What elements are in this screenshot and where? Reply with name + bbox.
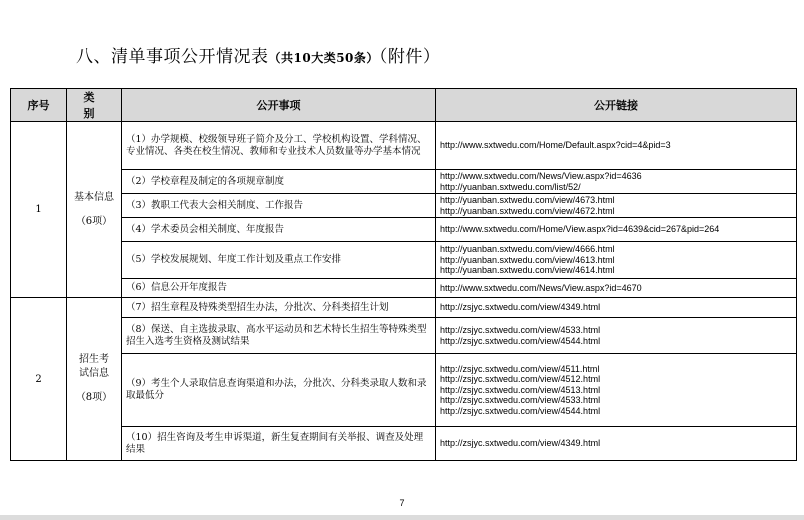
link-url[interactable]: http://www.sxtwedu.com/News/View.aspx?id=4670 — [440, 282, 642, 293]
item-text: （6）信息公开年度报告 — [122, 279, 436, 298]
table-row — [11, 122, 797, 170]
item-text: （9）考生个人录取信息查询渠道和办法，分批次、分科类录取人数和录取最低分 — [122, 354, 436, 427]
item-links — [436, 218, 797, 242]
group-number: 2 — [11, 298, 67, 461]
item-text: （5）学校发展规划、年度工作计划及重点工作安排 — [122, 242, 436, 279]
link-url[interactable]: http://zsjyc.sxtwedu.com/view/4533.html — [440, 395, 601, 406]
item-links — [436, 242, 797, 279]
page-bottom-bar — [0, 515, 804, 520]
link-url[interactable]: http://yuanban.sxtwedu.com/view/4614.html — [440, 265, 615, 276]
item-text: （4）学术委员会相关制度、年度报告 — [122, 218, 436, 242]
group-category — [67, 298, 122, 461]
title-note: （共10大类50条） — [268, 51, 379, 65]
item-links — [436, 318, 797, 354]
link-url[interactable]: http://zsjyc.sxtwedu.com/view/4349.html — [440, 438, 601, 449]
item-links — [436, 354, 797, 427]
category-name: 基本信息 — [74, 191, 114, 203]
link-url[interactable]: http://yuanban.sxtwedu.com/list/52/ — [440, 181, 581, 192]
category-count: （6项） — [75, 215, 113, 227]
item-text: （8）保送、自主选拔录取、高水平运动员和艺术特长生招生等特殊类型招生入选考生资格及测试结果 — [122, 318, 436, 354]
link-url[interactable]: http://www.sxtwedu.com/News/View.aspx?id=4636 — [440, 171, 642, 181]
link-url[interactable]: http://www.sxtwedu.com/Home/Default.aspx?cid=4&pid=3 — [440, 140, 671, 151]
item-links — [436, 279, 797, 298]
table-row — [11, 427, 797, 461]
header-row — [11, 89, 797, 122]
table-row — [11, 279, 797, 298]
link-url[interactable]: http://zsjyc.sxtwedu.com/view/4349.html — [440, 302, 601, 313]
title-suffix: （附件） — [378, 47, 441, 67]
header-item: 公开事项 — [122, 89, 436, 122]
page-number: 7 — [399, 498, 405, 508]
group-category — [67, 122, 122, 298]
title-main: 八、清单事项公开情况表 — [76, 47, 269, 67]
header-category: 类 别 — [67, 89, 122, 122]
link-url[interactable]: http://yuanban.sxtwedu.com/view/4666.html — [440, 244, 615, 255]
item-links — [436, 427, 797, 461]
item-links — [436, 194, 797, 218]
item-links — [436, 122, 797, 170]
header-num: 序号 — [11, 89, 67, 122]
table-row — [11, 170, 797, 194]
disclosure-table — [10, 88, 797, 461]
link-url[interactable]: http://zsjyc.sxtwedu.com/view/4511.html — [440, 363, 600, 374]
table-row — [11, 242, 797, 279]
table-row — [11, 318, 797, 354]
table-row — [11, 194, 797, 218]
link-url[interactable]: http://zsjyc.sxtwedu.com/view/4533.html — [440, 325, 601, 335]
table-row — [11, 298, 797, 318]
link-url[interactable]: http://www.sxtwedu.com/Home/View.aspx?id=4639&cid=267&pid=264 — [440, 224, 720, 235]
header-link: 公开链接 — [436, 89, 797, 122]
link-url[interactable]: http://yuanban.sxtwedu.com/view/4613.html — [440, 254, 615, 265]
table-row — [11, 354, 797, 427]
link-url[interactable]: http://zsjyc.sxtwedu.com/view/4513.html — [440, 384, 601, 395]
table-row — [11, 218, 797, 242]
item-text: （10）招生咨询及考生申诉渠道，新生复查期间有关举报、调查及处理结果 — [122, 427, 436, 461]
item-links — [436, 170, 797, 194]
item-links — [436, 298, 797, 318]
link-url[interactable]: http://yuanban.sxtwedu.com/view/4673.html — [440, 195, 615, 205]
link-url[interactable]: http://yuanban.sxtwedu.com/view/4672.html — [440, 205, 615, 216]
item-text: （7）招生章程及特殊类型招生办法，分批次、分科类招生计划 — [122, 298, 436, 318]
category-count: （8项） — [75, 392, 113, 403]
item-text: （2）学校章程及制定的各项规章制度 — [122, 170, 436, 194]
item-text: （1）办学规模、校级领导班子简介及分工、学校机构设置、学科情况、专业情况、各类在校生情况、教师和专业技术人员数量等办学基本情况 — [122, 122, 436, 170]
table-body — [11, 122, 797, 461]
link-url[interactable]: http://zsjyc.sxtwedu.com/view/4544.html — [440, 405, 601, 416]
page-title — [76, 42, 440, 67]
link-url[interactable]: http://zsjyc.sxtwedu.com/view/4544.html — [440, 335, 601, 346]
link-url[interactable]: http://zsjyc.sxtwedu.com/view/4512.html — [440, 374, 601, 385]
item-text: （3）教职工代表大会相关制度、工作报告 — [122, 194, 436, 218]
category-name: 招生考试信息 — [79, 354, 109, 379]
group-number: 1 — [11, 122, 67, 298]
